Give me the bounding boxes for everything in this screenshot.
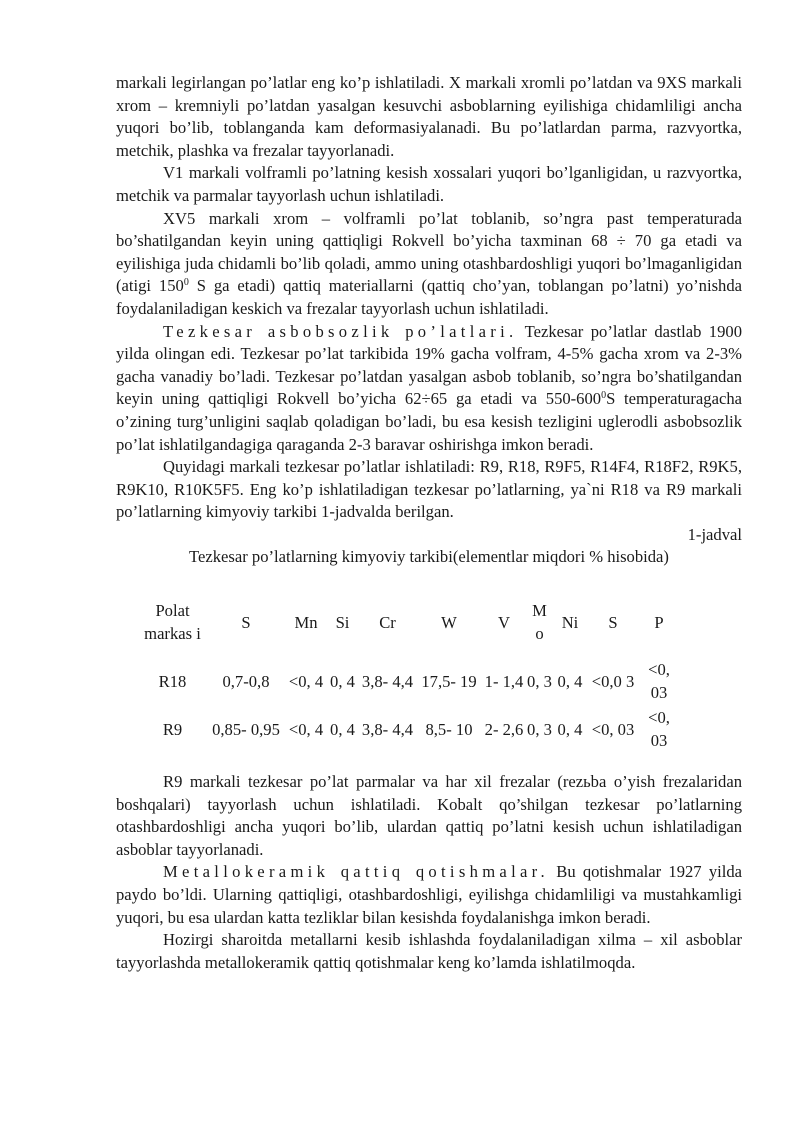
table-cell: <0, 4	[288, 671, 324, 691]
header-cell: Si	[335, 612, 350, 632]
header-cell: M o	[532, 601, 547, 644]
table-cell: 1- 1,4	[484, 671, 524, 691]
table-cell: 0, 3	[527, 671, 552, 691]
table-cell: <0, 4	[288, 719, 324, 739]
header-cell: Mn	[294, 612, 318, 632]
header-cell: S	[241, 612, 251, 632]
table-cell: R9	[162, 719, 183, 739]
paragraph-1: markali legirlangan po’latlar eng ko’p ishlatiladi. X markali xromli po’latdan va 9XS markali xrom – kremniyli po’latdan yasalgan kesuvchi asboblarning eyilishiga chidamliligi ancha yuqori bo’lib, toblanganda kam deformasiyalanadi. Bu po’latlardan parma, razvyortka, metchik, plashka va frezalar tayyorlanadi.	[116, 73, 742, 160]
header-cell: W	[441, 612, 457, 632]
table-cell: <0, 03	[648, 708, 670, 751]
table-header-row	[139, 588, 679, 658]
header-cell: V	[498, 612, 510, 632]
header-cell: Ni	[561, 612, 579, 632]
paragraph-v1-steel: V1 markali volframli po’latning kesish xossalari yuqori bo’lganligidan, u razvyortka, metchik va parmalar tayyorlash uchun ishlatiladi.	[116, 163, 742, 205]
table-cell: 0,7-0,8	[222, 671, 270, 691]
degree-superscript: 0	[183, 277, 189, 289]
section-heading-tezkesar: Tezkesar asbobsozlik po’latlari.	[163, 321, 518, 341]
table-cell: 17,5- 19	[421, 671, 477, 691]
paragraph-xv5-text-b: S ga etadi) qattiq materiallarni (qattiq cho’yan, toblangan po’latni) yo’nishda foydalaniladigan keskich va frezalar tayyorlash uchun ishlatiladi.	[116, 276, 742, 318]
table-cell: <0,0 3	[591, 671, 635, 691]
paragraph-xv5-steel	[116, 208, 742, 321]
paragraph-alloys-text: Bu qotishmalar 1927 yilda paydo bo’ldi. Ularning qattiqligi, otashbardoshligi, eyilishga chidamliligi va mustahkamligi yuqori, bu esa ulardan katta tezliklar bilan kesishda foydalanishga imkon beradi.	[116, 862, 743, 927]
table-cell: 0, 4	[330, 671, 355, 691]
header-cell: P	[654, 612, 664, 632]
table-cell: 3,8- 4,4	[361, 719, 414, 739]
table-cell: 0, 4	[557, 719, 583, 739]
table-cell: <0, 03	[648, 660, 670, 703]
header-cell: Cr	[379, 612, 396, 632]
paragraph-hss-text-b: S temperaturagacha o’zining turg’unligini saqlab qoladigan bo’ladi, bu esa kesish tezligini uglerodli asbobsozlik po’lat ishlatilgandagiga qaraganda 2-3 baravar oshirishga imkon beradi.	[116, 389, 742, 454]
composition-table	[139, 588, 679, 754]
paragraph-high-speed-steel	[116, 321, 742, 457]
table-cell: 8,5- 10	[425, 719, 473, 739]
table-cell: 0, 4	[330, 719, 355, 739]
paragraph-conclusion: Hozirgi sharoitda metallarni kesib ishlashda foydalaniladigan xilma – xil asboblar tayyorlashda metallokeramik qattiq qotishmalar keng ko’lamda ishlatilmoqda.	[116, 930, 742, 972]
table-cell: R18	[158, 671, 187, 691]
table-caption: Tezkesar po’latlarning kimyoviy tarkibi(elementlar miqdori % hisobida)	[189, 547, 669, 567]
degree-superscript: 0	[601, 390, 607, 402]
table-cell: 0, 3	[527, 719, 552, 739]
section-heading-metallokeramik: Metallokeramik qattiq qotishmalar.	[163, 862, 550, 882]
paragraph-xv5-text-a: XV5 markali xrom – volframli po’lat toblanib, so’ngra past temperaturada bo’shatilgandan keyin uning qattiqligi Rokvell bo’yicha taxminan 68 ÷ 70 ga etadi va eyilishiga juda chidamli bo’lib qoladi, ammo uning otashbardoshligi yuqori bo’lmaganligidan (atigi 150	[116, 208, 742, 296]
table-cell: 0,85- 0,95	[212, 719, 280, 739]
document-page	[116, 72, 742, 974]
table-cell: <0, 03	[591, 719, 635, 739]
table-cell: 2- 2,6	[484, 719, 524, 739]
table-cell: 0, 4	[557, 671, 583, 691]
header-cell: Polat markas i	[144, 601, 201, 644]
header-cell: S	[608, 612, 618, 632]
paragraph-r9-usage: R9 markali tezkesar po’lat parmalar va har xil frezalar (rezьba o’yish frezalaridan boshqalari) tayyorlash uchun ishlatiladi. Kobalt qo’shilgan tezkesar po’latlarning otashbardoshligi ancha yuqori bo’lib, ulardan qattiq po’latni kesish uchun ishlatiladigan asboblar tayyorlanadi.	[116, 772, 742, 859]
table-row-r18	[139, 658, 679, 706]
paragraph-steel-grades: Quyidagi markali tezkesar po’latlar ishlatiladi: R9, R18, R9F5, R14F4, R18F2, R9K5, R9K10, R10K5F5. Eng ko’p ishlatiladigan tezkesar po’latlarning, ya`ni R18 va R9 markali po’latlarning kimyoviy tarkibi 1-jadvalda berilgan.	[116, 457, 742, 522]
table-row-r9	[139, 706, 679, 754]
table-cell: 3,8- 4,4	[361, 671, 414, 691]
paragraph-hss-text-a: Tezkesar po’latlar dastlab 1900 yilda olingan edi. Tezkesar po’lat tarkibida 19% gacha volfram, 4-5% gacha xrom va 2-3% gacha vanadiy bo’ladi. Tezkesar po’latdan yasalgan asbob toblanib, so’ngra bo’shatilgandan keyin uning qattiqligi Rokvell bo’yicha 62÷65 ga etadi va 550-600	[116, 321, 742, 409]
paragraph-hard-alloys	[116, 861, 742, 929]
table-label: 1-jadval	[687, 524, 742, 544]
